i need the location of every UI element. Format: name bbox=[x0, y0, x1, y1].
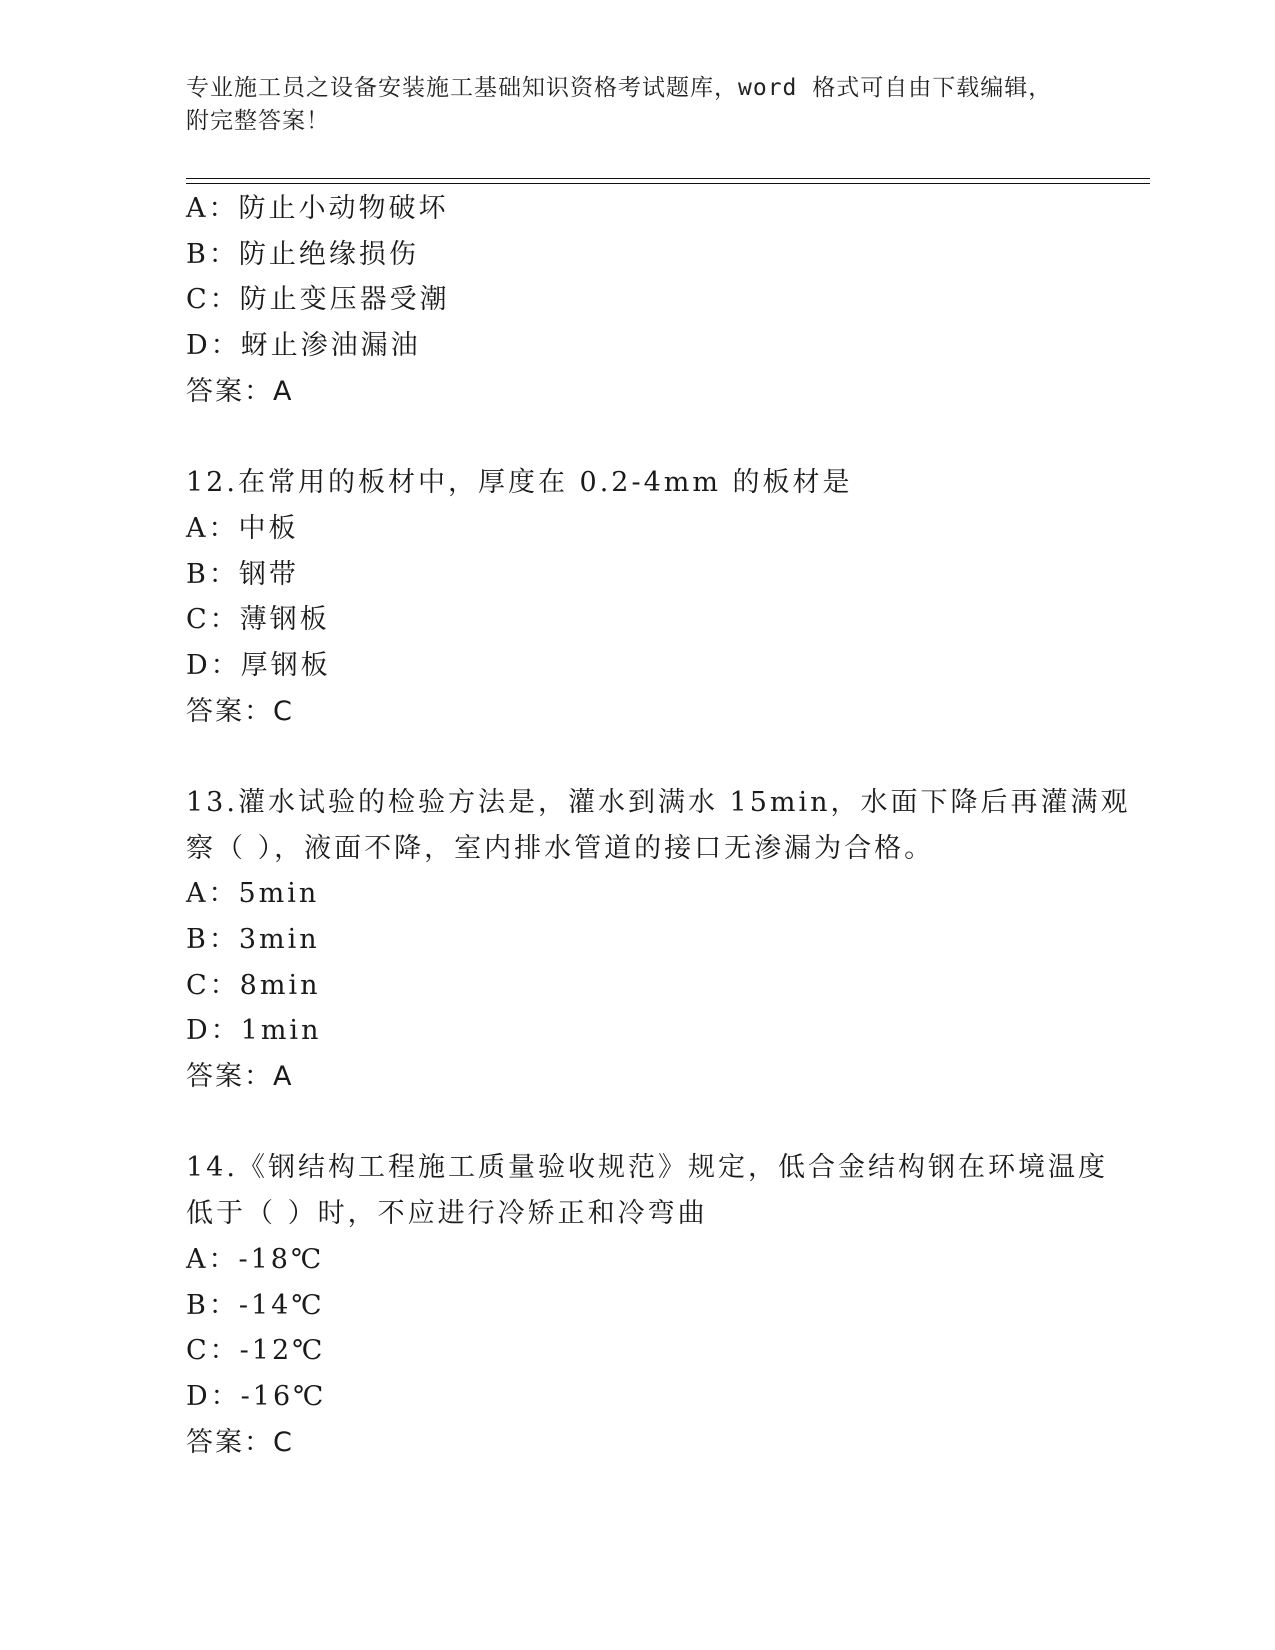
option-b: B：钢带 bbox=[186, 558, 299, 590]
question-text-line-1: 14.《钢结构工程施工质量验收规范》规定，低合金结构钢在环境温度 bbox=[186, 1152, 1108, 1184]
option-a: A：防止小动物破坏 bbox=[186, 193, 449, 224]
question-13 bbox=[186, 780, 1131, 1100]
option-d: D：1min bbox=[186, 1015, 322, 1047]
header-line-2: 附完整答案！ bbox=[186, 108, 330, 134]
header-line-1: 专业施工员之设备安装施工基础知识资格考试题库，word 格式可自由下载编辑， bbox=[186, 75, 1053, 101]
spacer bbox=[186, 1100, 1086, 1146]
document-header bbox=[186, 72, 1066, 138]
question-text-line-1: 13.灌水试验的检验方法是，灌水到满水 15min，水面下降后再灌满观 bbox=[186, 786, 1131, 818]
option-d: D：厚钢板 bbox=[186, 649, 331, 681]
answer-line: 答案：A bbox=[186, 1061, 294, 1093]
answer-line: 答案：C bbox=[186, 1426, 294, 1458]
option-b: B：3min bbox=[186, 924, 320, 955]
question-11 bbox=[186, 186, 1086, 414]
option-d: D：-16℃ bbox=[186, 1380, 327, 1412]
question-list bbox=[186, 186, 1131, 1465]
option-c: C：8min bbox=[186, 969, 321, 1001]
question-text-line-2: 低于（ ）时，不应进行冷矫正和冷弯曲 bbox=[186, 1198, 708, 1230]
question-12 bbox=[186, 460, 1086, 734]
answer-line: 答案：C bbox=[186, 695, 294, 727]
option-c: C：-12℃ bbox=[186, 1335, 326, 1367]
question-text-line-2: 察（ ），液面不降，室内排水管道的接口无渗漏为合格。 bbox=[186, 832, 935, 864]
header-divider-top bbox=[186, 178, 1150, 179]
option-d: D：蚜止渗油漏油 bbox=[186, 330, 421, 362]
option-c: C：薄钢板 bbox=[186, 604, 330, 636]
question-14 bbox=[186, 1145, 1108, 1465]
option-a: A：-18℃ bbox=[186, 1243, 325, 1275]
option-c: C：防止变压器受潮 bbox=[186, 284, 450, 316]
question-text: 12.在常用的板材中，厚度在 0.2-4mm 的板材是 bbox=[186, 467, 853, 499]
option-b: B：防止绝缘损伤 bbox=[186, 238, 419, 270]
option-b: B：-14℃ bbox=[186, 1289, 325, 1321]
header-divider-bottom bbox=[186, 183, 1150, 184]
option-a: A：中板 bbox=[186, 512, 299, 544]
spacer bbox=[186, 734, 1086, 780]
option-a: A：5min bbox=[186, 878, 320, 910]
spacer bbox=[186, 414, 1086, 460]
answer-line: 答案：A bbox=[186, 375, 294, 407]
